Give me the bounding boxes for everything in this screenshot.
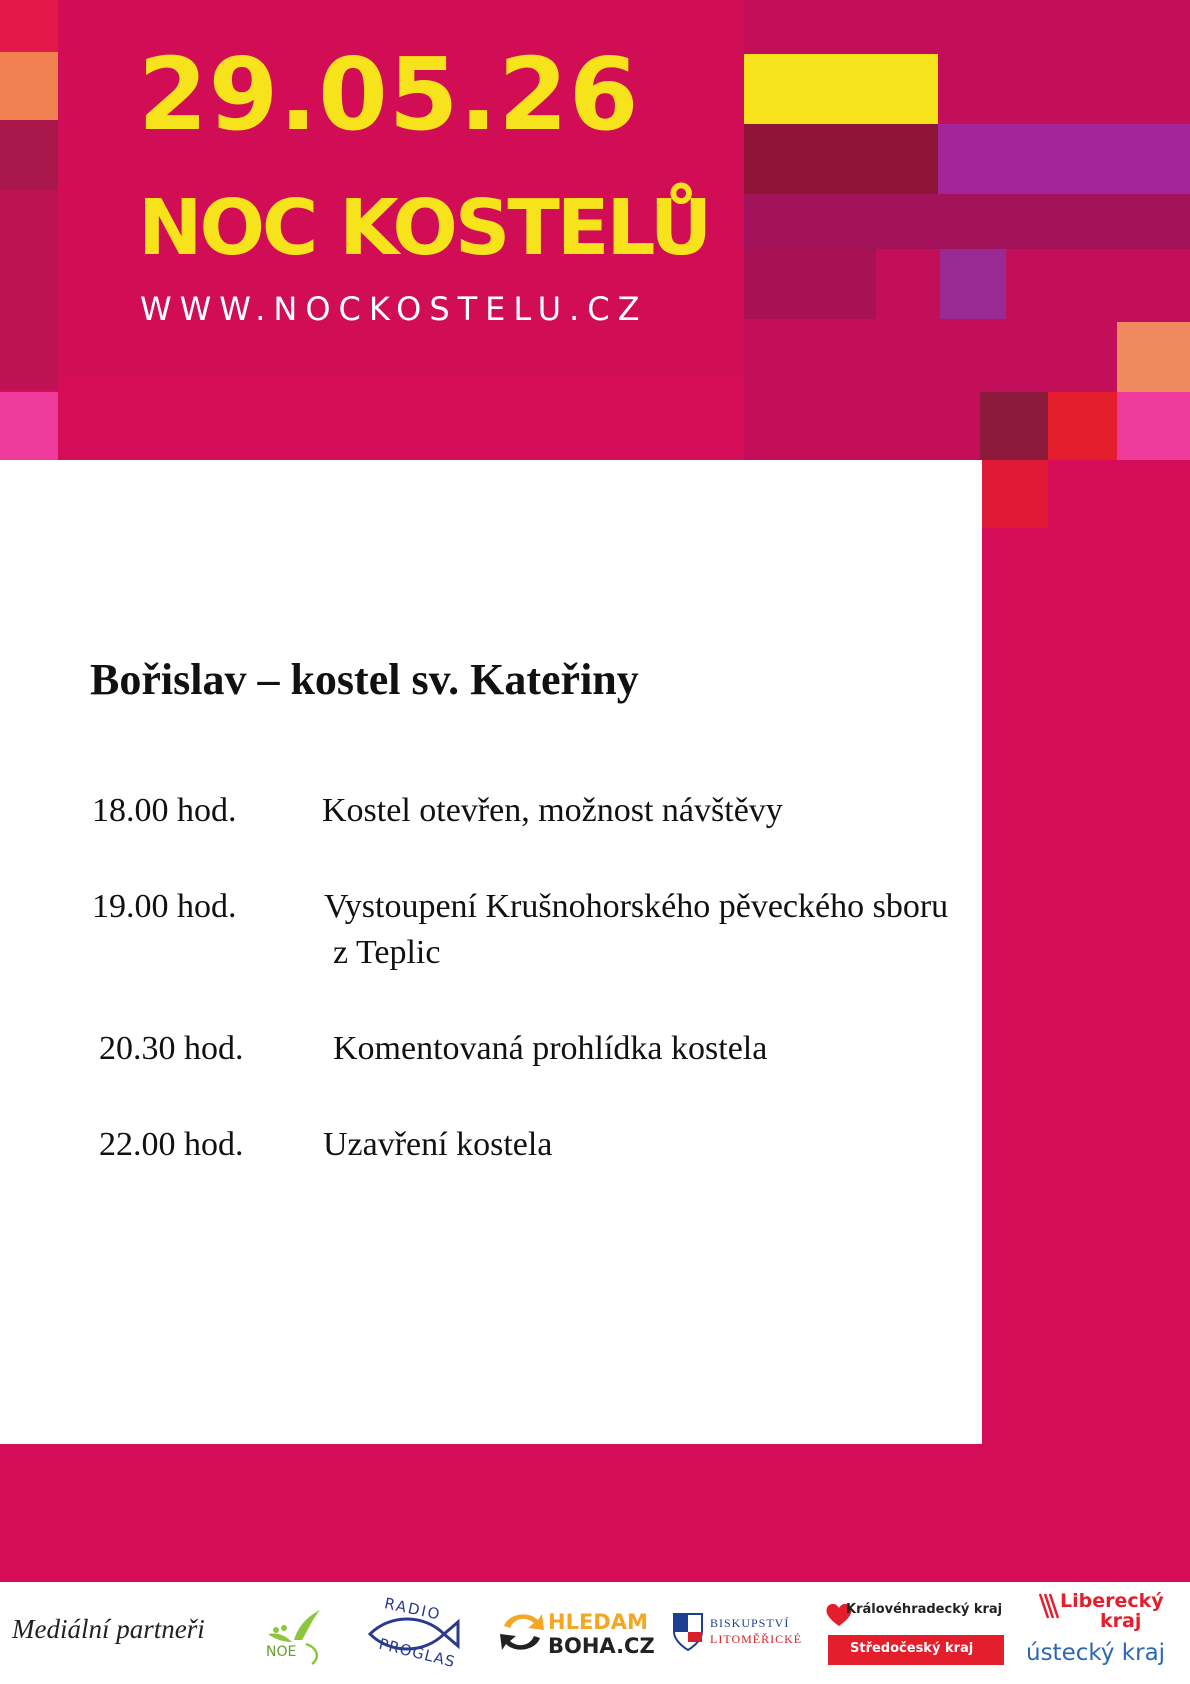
biskupstvi-top-text: BISKUPSTVÍ bbox=[710, 1616, 790, 1630]
noe-logo bbox=[262, 1600, 324, 1666]
liberecky-logo bbox=[1038, 1590, 1188, 1640]
proglas-top-text: RADIO bbox=[382, 1594, 444, 1624]
arrows-circle-icon bbox=[496, 1606, 548, 1658]
ustecky-logo bbox=[1026, 1640, 1176, 1672]
venue-title: Bořislav – kostel sv. Kateřiny bbox=[90, 655, 639, 704]
deco-square bbox=[744, 54, 938, 124]
shield-icon bbox=[672, 1612, 704, 1652]
deco-square bbox=[0, 190, 58, 390]
deco-square bbox=[1048, 392, 1117, 460]
stripes-icon bbox=[1038, 1592, 1060, 1620]
deco-square bbox=[0, 0, 58, 52]
schedule-desc: Vystoupení Krušnohorského pěveckého sboru bbox=[324, 888, 949, 925]
deco-square bbox=[0, 392, 58, 460]
schedule-time: 19.00 hod. bbox=[92, 888, 237, 925]
deco-square bbox=[744, 124, 938, 194]
liberecky-top-text: Liberecký bbox=[1060, 1590, 1164, 1612]
deco-square bbox=[1117, 392, 1190, 460]
hledam-bottom-text: BOHA.CZ bbox=[548, 1634, 655, 1658]
deco-square bbox=[980, 392, 1048, 460]
media-partners-label: Mediální partneři bbox=[12, 1614, 205, 1644]
schedule-time: 20.30 hod. bbox=[99, 1030, 244, 1067]
schedule-desc: Uzavření kostela bbox=[323, 1126, 553, 1163]
deco-square bbox=[0, 120, 58, 190]
radio-proglas-logo bbox=[362, 1594, 462, 1672]
schedule-time: 18.00 hod. bbox=[92, 792, 237, 829]
noe-logo-text: NOE bbox=[266, 1644, 297, 1660]
deco-square bbox=[982, 460, 1048, 528]
schedule-time: 22.00 hod. bbox=[99, 1126, 244, 1163]
event-url: WWW.NOCKOSTELU.CZ bbox=[140, 290, 648, 328]
proglas-bottom-text: PROGLAS bbox=[376, 1634, 458, 1672]
event-title: NOC KOSTELŮ bbox=[138, 184, 710, 273]
biskupstvi-logo bbox=[672, 1612, 812, 1656]
schedule-desc-continued: z Teplic bbox=[333, 934, 441, 971]
deco-square bbox=[940, 249, 1006, 319]
stredocesky-text: Středočeský kraj bbox=[850, 1641, 974, 1656]
schedule-desc: Kostel otevřen, možnost návštěvy bbox=[322, 792, 783, 829]
kralovehradecky-logo bbox=[824, 1594, 1010, 1628]
deco-square bbox=[744, 194, 1190, 249]
kralovehradecky-text: Královéhradecký kraj bbox=[846, 1602, 1003, 1617]
deco-square bbox=[0, 52, 58, 120]
biskupstvi-bottom-text: LITOMĚŘICKÉ bbox=[710, 1632, 803, 1646]
event-date: 29.05.26 bbox=[138, 36, 640, 153]
content-panel bbox=[0, 460, 982, 1444]
stredocesky-logo bbox=[828, 1635, 1004, 1665]
hledam-top-text: HLEDAM bbox=[548, 1610, 648, 1634]
hledam-boha-logo bbox=[496, 1606, 655, 1662]
liberecky-bottom-text: kraj bbox=[1100, 1610, 1142, 1632]
deco-square bbox=[744, 249, 876, 319]
deco-square bbox=[1117, 322, 1190, 392]
ustecky-text: ústecký kraj bbox=[1026, 1640, 1166, 1666]
deco-square bbox=[938, 124, 1190, 194]
schedule-desc: Komentovaná prohlídka kostela bbox=[333, 1030, 768, 1067]
